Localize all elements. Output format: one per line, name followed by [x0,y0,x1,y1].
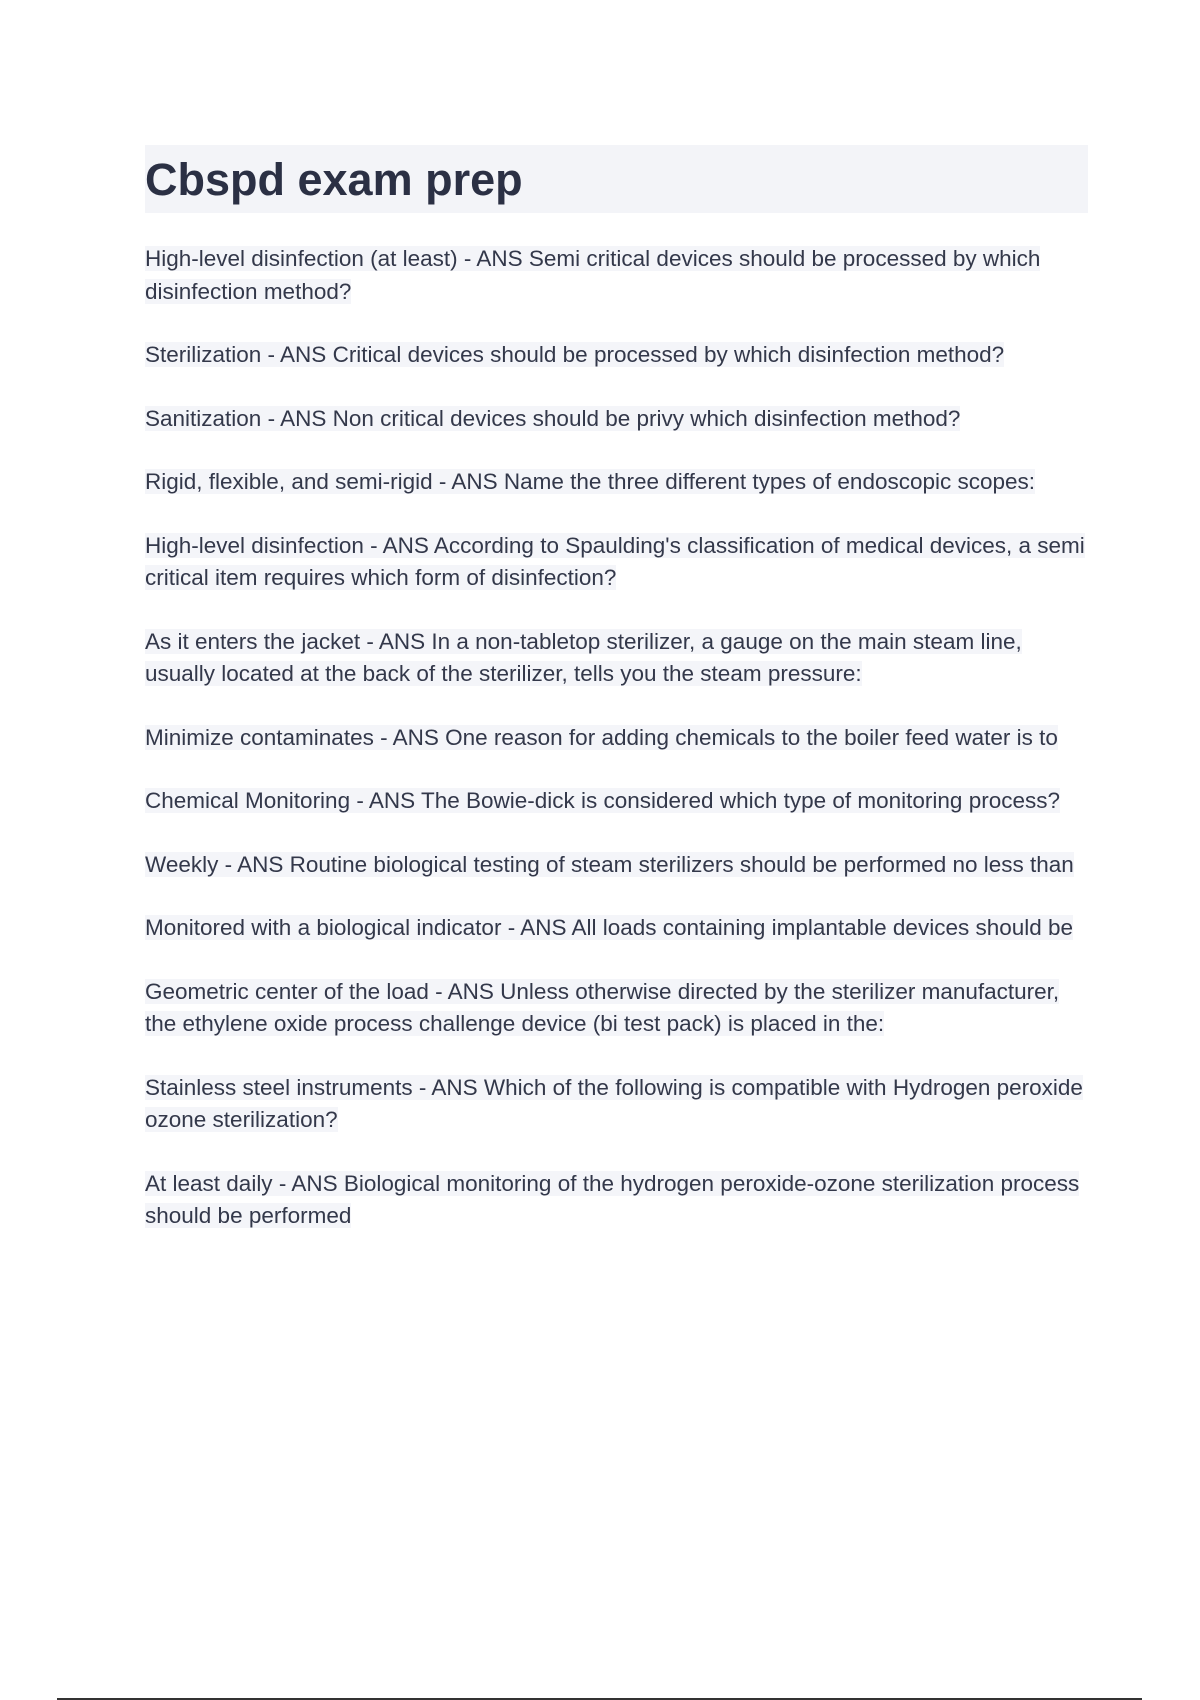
qa-item-text: Stainless steel instruments - ANS Which of the following is compatible with Hydrogen peroxide ozone sterilization? [145,1074,1083,1132]
qa-item-text: Minimize contaminates - ANS One reason for adding chemicals to the boiler feed water is to [145,724,1058,750]
qa-item [145,626,1088,691]
qa-item-text: Chemical Monitoring - ANS The Bowie-dick is considered which type of monitoring process? [145,788,1060,813]
qa-item [145,1072,1088,1137]
page-title: Cbspd exam prep [145,153,523,205]
qa-item-text: High-level disinfection - ANS According to Spaulding's classification of medical devices, a semi critical item requires which form of disinfection? [145,532,1085,590]
qa-item [145,466,1088,499]
qa-item [145,849,1088,882]
qa-item-text: Rigid, flexible, and semi-rigid - ANS Name the three different types of endoscopic scopes: [145,469,1036,494]
qa-item-text: High-level disinfection (at least) - ANS Semi critical devices should be processed by which disinfection method? [145,246,1041,304]
qa-item [145,243,1088,308]
qa-item-text: Sterilization - ANS Critical devices should be processed by which disinfection method? [145,342,1005,367]
document-page [145,145,1088,1264]
qa-list [145,243,1088,1233]
qa-item-text: At least daily - ANS Biological monitoring of the hydrogen peroxide-ozone sterilization process should be performed [145,1170,1080,1228]
qa-item-text: Weekly - ANS Routine biological testing of steam sterilizers should be performed no less than [145,851,1074,877]
qa-item [145,1168,1088,1233]
qa-item [145,339,1088,372]
title-block [145,145,1088,213]
qa-item-text: Sanitization - ANS Non critical devices should be privy which disinfection method? [145,405,961,431]
qa-item-text: As it enters the jacket - ANS In a non-tabletop sterilizer, a gauge on the main steam line, usually located at the back of the sterilizer, tells you the steam pressure: [145,628,1022,686]
qa-item-text: Geometric center of the load - ANS Unless otherwise directed by the sterilizer manufacturer, the ethylene oxide process challenge device (bi test pack) is placed in the: [145,978,1060,1036]
qa-item [145,912,1088,945]
qa-item [145,403,1088,436]
qa-item [145,722,1088,755]
qa-item [145,785,1088,818]
qa-item-text: Monitored with a biological indicator - ANS All loads containing implantable devices should be [145,915,1074,940]
qa-item [145,976,1088,1041]
qa-item [145,530,1088,595]
